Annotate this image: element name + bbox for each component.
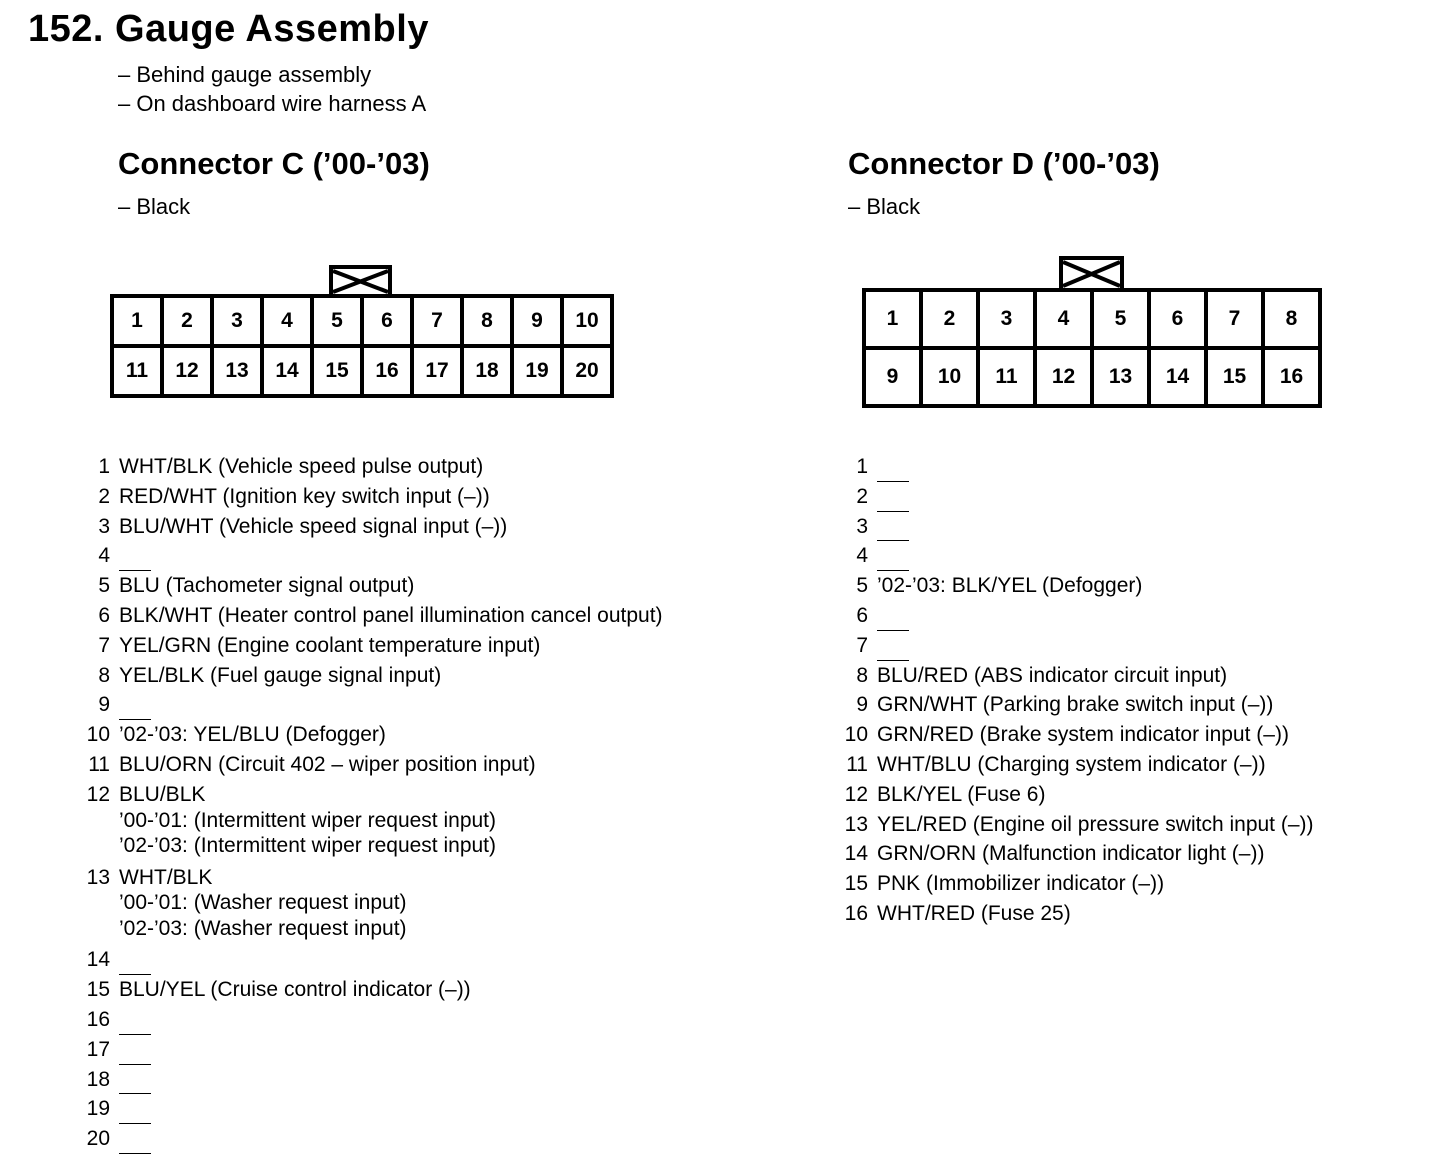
connector-cavity: 10 (564, 298, 610, 344)
connector-cavity: 19 (514, 348, 560, 394)
pin-number: 12 (844, 782, 868, 806)
pin-number: 10 (844, 723, 868, 747)
connector-cavity: 7 (414, 298, 460, 344)
pin-number: 6 (98, 603, 110, 627)
connector-d-title: Connector D (’00-’03) (848, 146, 1160, 181)
pin-number: 3 (856, 514, 868, 538)
pin-description: YEL/GRN (Engine coolant temperature input) (119, 633, 541, 657)
connector-cavity: 6 (1151, 292, 1204, 346)
pin-row (836, 661, 1314, 691)
pin-description: ’02-’03: BLK/YEL (Defogger) (877, 574, 1143, 598)
pin-description: WHT/BLK (Vehicle speed pulse output) (119, 455, 484, 478)
pin-row (78, 571, 663, 601)
connector-cavity: 12 (164, 348, 210, 394)
pin-sub-description: ’02-’03: (Washer request input) (119, 916, 407, 940)
connector-d-pin-list (836, 452, 1314, 929)
connector-cavity: 3 (980, 292, 1033, 346)
connector-c-pin-list (78, 452, 663, 1154)
unused-pin-dash (877, 539, 909, 571)
connector-cavity: 2 (923, 292, 976, 346)
pin-row (836, 541, 1314, 571)
pin-number: 11 (88, 752, 110, 776)
connector-cavity: 7 (1208, 292, 1261, 346)
pin-number: 13 (86, 865, 110, 889)
pin-description: BLU/ORN (Circuit 402 – wiper position input) (119, 752, 536, 776)
connector-cavity: 14 (264, 348, 310, 394)
pin-number: 14 (86, 948, 110, 972)
pin-number: 10 (86, 723, 110, 747)
unused-pin-dash (877, 599, 909, 631)
pin-number: 16 (844, 901, 868, 925)
pin-sub-description: ’00-’01: (Washer request input) (119, 891, 407, 915)
connector-cavity: 17 (414, 348, 460, 394)
connector-cavity: 18 (464, 348, 510, 394)
pin-row (78, 482, 663, 512)
pin-row (78, 1065, 663, 1095)
pin-number: 3 (98, 514, 110, 538)
pin-description: PNK (Immobilizer indicator (–)) (877, 872, 1165, 896)
pin-row (836, 839, 1314, 869)
pin-row (836, 631, 1314, 661)
pin-number: 12 (86, 782, 110, 806)
pin-number: 4 (856, 544, 868, 568)
pin-row (78, 541, 663, 571)
pin-number: 17 (86, 1037, 110, 1061)
pin-description: BLU/BLK (119, 782, 206, 806)
pin-row (78, 750, 663, 780)
pin-sub-descriptions (78, 890, 663, 941)
connector-cavity: 1 (866, 292, 919, 346)
pin-row (78, 1035, 663, 1065)
connector-cavity: 5 (314, 298, 360, 344)
unused-pin-dash (119, 943, 151, 975)
unused-pin-dash (119, 1003, 151, 1035)
pin-sub-description: ’02-’03: (Intermittent wiper request input) (119, 834, 497, 858)
pin-row (78, 512, 663, 542)
unused-pin-dash (877, 450, 909, 482)
pin-row (78, 690, 663, 720)
connector-d-lock-tab-icon (1059, 256, 1124, 292)
connector-c-color: – Black (118, 194, 191, 219)
pin-number: 1 (98, 455, 110, 478)
connector-cavity: 3 (214, 298, 260, 344)
connector-cavity: 9 (514, 298, 560, 344)
pin-row (836, 452, 1314, 482)
pin-row (78, 1094, 663, 1124)
pin-description: BLU/WHT (Vehicle speed signal input (–)) (119, 514, 508, 538)
connector-cavity: 11 (114, 348, 160, 394)
connector-cavity: 11 (980, 350, 1033, 404)
connector-cavity: 2 (164, 298, 210, 344)
pin-row (836, 899, 1314, 929)
pin-number: 5 (856, 574, 868, 598)
pin-number: 4 (98, 544, 110, 568)
pin-number: 16 (86, 1007, 110, 1031)
connector-cavity: 9 (866, 350, 919, 404)
pin-number: 15 (844, 872, 868, 896)
pin-description: GRN/RED (Brake system indicator input (–)) (877, 723, 1289, 747)
pin-description: YEL/BLK (Fuel gauge signal input) (119, 663, 442, 687)
unused-pin-dash (119, 539, 151, 571)
pin-number: 15 (86, 978, 110, 1002)
connector-cavity: 12 (1037, 350, 1090, 404)
unused-pin-dash (877, 510, 909, 542)
connector-cavity: 4 (1037, 292, 1090, 346)
unused-pin-dash (877, 629, 909, 661)
unused-pin-dash (877, 480, 909, 512)
pin-description: RED/WHT (Ignition key switch input (–)) (119, 484, 490, 508)
pin-row (78, 975, 663, 1005)
connector-cavity: 1 (114, 298, 160, 344)
pin-number: 5 (98, 574, 110, 598)
pin-number: 2 (98, 484, 110, 508)
pin-number: 9 (856, 693, 868, 717)
pin-row (78, 601, 663, 631)
pin-number: 13 (844, 812, 868, 836)
pin-row (836, 571, 1314, 601)
pin-row (78, 780, 663, 810)
connector-cavity: 14 (1151, 350, 1204, 404)
pin-description: BLK/WHT (Heater control panel illumination cancel output) (119, 603, 663, 627)
pin-row (836, 810, 1314, 840)
pin-sub-description: ’00-’01: (Intermittent wiper request input) (119, 808, 497, 832)
connector-cavity: 6 (364, 298, 410, 344)
pin-row (78, 863, 663, 893)
pin-number: 18 (86, 1067, 110, 1091)
pin-number: 11 (846, 752, 868, 776)
pin-number: 7 (856, 633, 868, 657)
connector-cavity: 13 (1094, 350, 1147, 404)
location-line-1: – Behind gauge assembly (118, 62, 372, 87)
pin-description: GRN/ORN (Malfunction indicator light (–)) (877, 842, 1265, 866)
pin-description: YEL/RED (Engine oil pressure switch input (–)) (877, 812, 1314, 836)
pin-row (78, 631, 663, 661)
connector-cavity: 13 (214, 348, 260, 394)
pin-number: 8 (98, 663, 110, 687)
pin-sub-descriptions (78, 808, 663, 859)
pin-description: ’02-’03: YEL/BLU (Defogger) (119, 723, 386, 747)
unused-pin-dash (119, 1033, 151, 1065)
connector-cavity: 4 (264, 298, 310, 344)
pin-description: GRN/WHT (Parking brake switch input (–)) (877, 693, 1274, 717)
pin-row (836, 512, 1314, 542)
unused-pin-dash (119, 688, 151, 720)
pin-row (836, 482, 1314, 512)
connector-cavity: 15 (314, 348, 360, 394)
connector-cavity: 20 (564, 348, 610, 394)
unused-pin-dash (119, 1092, 151, 1124)
pin-description: WHT/BLK (119, 865, 213, 889)
connector-cavity: 10 (923, 350, 976, 404)
connector-cavity: 16 (364, 348, 410, 394)
pin-description: WHT/RED (Fuse 25) (877, 901, 1071, 925)
unused-pin-dash (119, 1063, 151, 1095)
pin-row (78, 1005, 663, 1035)
connector-cavity: 8 (464, 298, 510, 344)
pin-number: 1 (856, 455, 868, 478)
connector-d-face (862, 288, 1322, 408)
pin-row (836, 869, 1314, 899)
connector-cavity: 5 (1094, 292, 1147, 346)
pin-number: 14 (844, 842, 868, 866)
unused-pin-dash (119, 1122, 151, 1154)
pin-row (78, 1124, 663, 1154)
page-title: 152. Gauge Assembly (28, 8, 429, 50)
pin-number: 20 (86, 1127, 110, 1151)
pin-row (836, 750, 1314, 780)
pin-description: BLU/RED (ABS indicator circuit input) (877, 663, 1228, 687)
pin-number: 9 (98, 693, 110, 717)
pin-description: BLU (Tachometer signal output) (119, 574, 415, 598)
pin-row (836, 780, 1314, 810)
pin-number: 7 (98, 633, 110, 657)
pin-row (78, 661, 663, 691)
pin-description: WHT/BLU (Charging system indicator (–)) (877, 752, 1266, 776)
location-line-2: – On dashboard wire harness A (118, 91, 427, 116)
connector-cavity: 8 (1265, 292, 1318, 346)
pin-row (78, 452, 663, 482)
pin-row (836, 690, 1314, 720)
pin-description: BLK/YEL (Fuse 6) (877, 782, 1046, 806)
connector-cavity: 16 (1265, 350, 1318, 404)
connector-cavity: 15 (1208, 350, 1261, 404)
pin-number: 19 (86, 1097, 110, 1121)
pin-number: 2 (856, 484, 868, 508)
pin-number: 6 (856, 603, 868, 627)
pin-row (836, 720, 1314, 750)
pin-description: BLU/YEL (Cruise control indicator (–)) (119, 978, 471, 1002)
connector-c-face (110, 294, 614, 398)
connector-d-color: – Black (848, 194, 921, 219)
pin-row (836, 601, 1314, 631)
pin-number: 8 (856, 663, 868, 687)
pin-row (78, 720, 663, 750)
pin-row (78, 945, 663, 975)
connector-c-title: Connector C (’00-’03) (118, 146, 430, 181)
